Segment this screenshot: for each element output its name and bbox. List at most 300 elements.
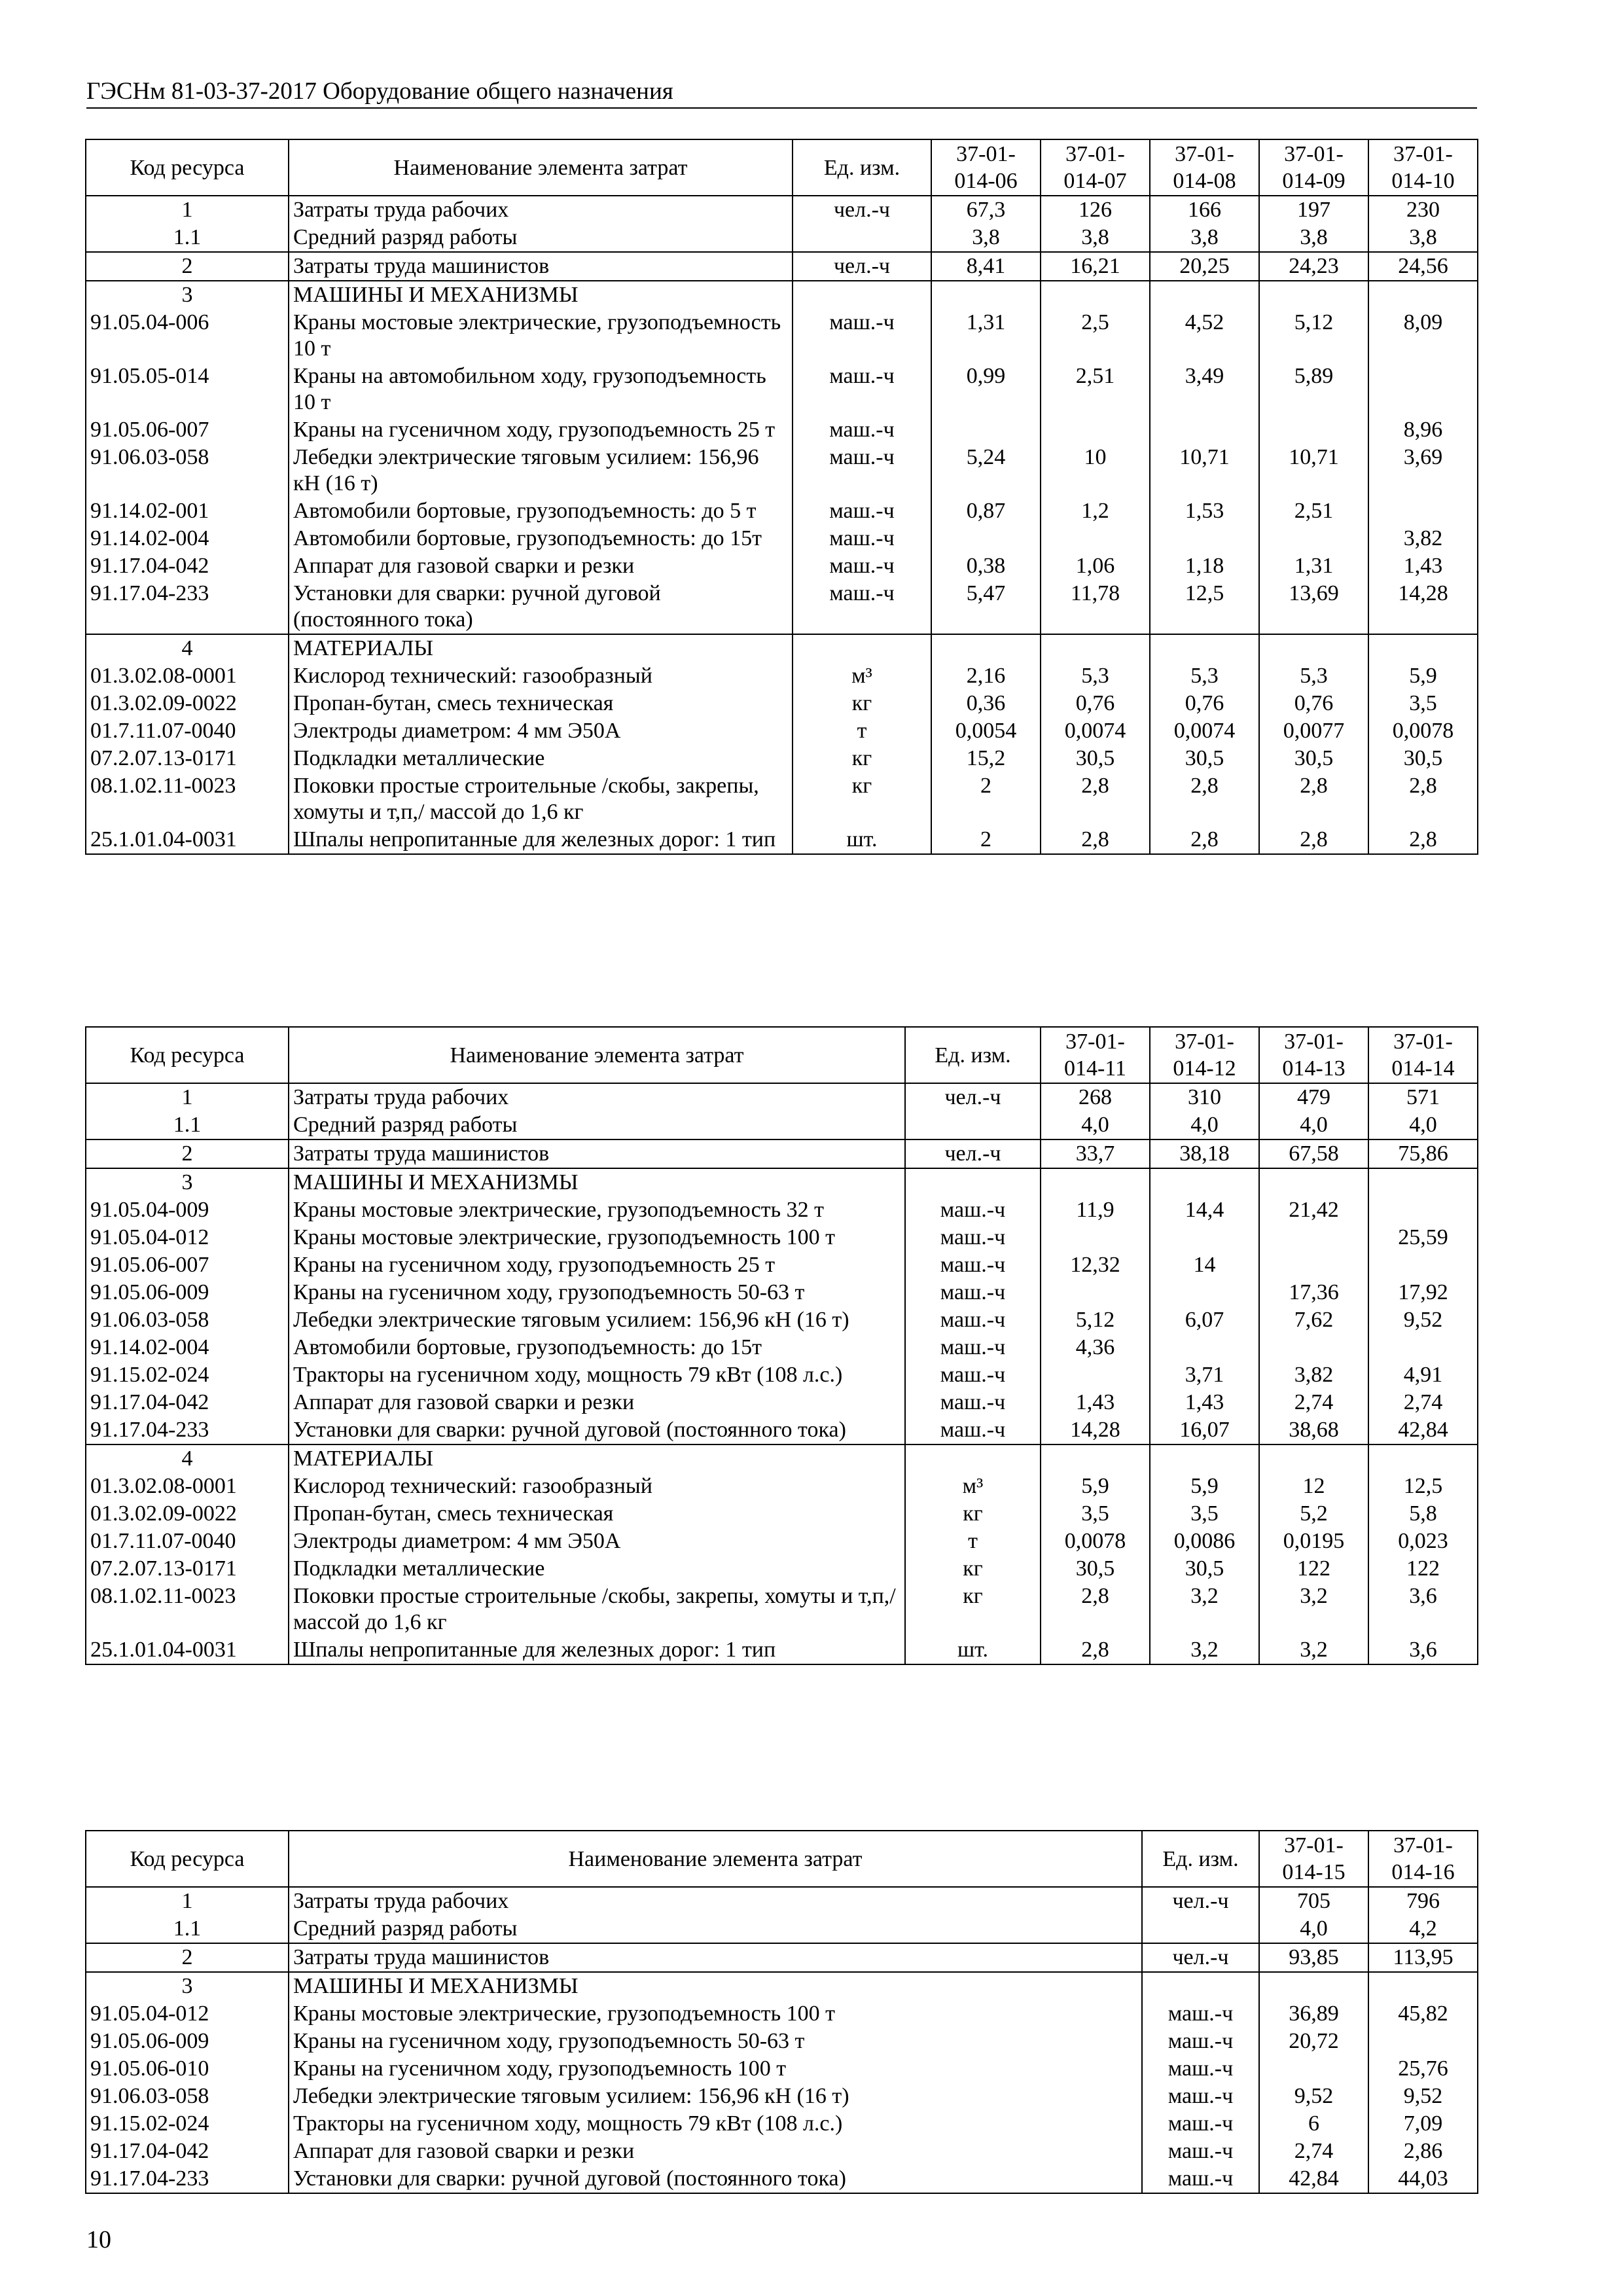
resource-value: [1041, 416, 1150, 444]
table-row: [86, 1500, 1478, 1528]
column-header-norm-code: 37-01- 014-15: [1259, 1831, 1368, 1887]
resource-value: 3,49: [1150, 363, 1259, 416]
resource-value: 0,76: [1150, 690, 1259, 717]
table-row: [86, 2055, 1478, 2083]
resource-value: 42,84: [1259, 2165, 1368, 2193]
resource-value: [931, 281, 1041, 309]
resource-value: 5,89: [1259, 363, 1368, 416]
column-header-code: Код ресурса: [86, 139, 289, 196]
resource-code: 91.05.06-009: [86, 2028, 289, 2055]
resource-name: Краны на гусеничном ходу, грузоподъемность 25 т: [289, 416, 793, 444]
resource-unit: кг: [905, 1555, 1041, 1583]
resource-name: Лебедки электрические тяговым усилием: 156,96 кН (16 т): [289, 2083, 1142, 2110]
resource-code: 91.05.04-006: [86, 309, 289, 363]
resource-value: 479: [1259, 1083, 1368, 1111]
table-row: [86, 1887, 1478, 1915]
resource-value: [1150, 1168, 1259, 1196]
resource-code: 91.17.04-042: [86, 552, 289, 580]
resource-code: 91.17.04-233: [86, 580, 289, 634]
resource-code: 91.14.02-004: [86, 525, 289, 552]
resource-name: МАТЕРИАЛЫ: [289, 634, 793, 662]
resource-value: 5,24: [931, 444, 1041, 497]
resource-value: 5,9: [1041, 1473, 1150, 1500]
resource-value: 24,23: [1259, 252, 1368, 281]
resource-value: 3,6: [1368, 1583, 1478, 1636]
resource-value: 0,0077: [1259, 717, 1368, 745]
resource-code: 91.05.06-010: [86, 2055, 289, 2083]
resource-value: 2,74: [1259, 2138, 1368, 2165]
resource-value: [1259, 1972, 1368, 2000]
resource-value: [1368, 1251, 1478, 1279]
table-row: [86, 1196, 1478, 1224]
resource-value: 33,7: [1041, 1139, 1150, 1168]
resource-name: Лебедки электрические тяговым усилием: 156,96 кН (16 т): [289, 444, 793, 497]
column-header-code: Код ресурса: [86, 1027, 289, 1083]
resource-code: 91.17.04-042: [86, 2138, 289, 2165]
resource-value: 3,5: [1368, 690, 1478, 717]
resource-value: [1259, 416, 1368, 444]
resource-name: Краны на гусеничном ходу, грузоподъемность 25 т: [289, 1251, 905, 1279]
resource-value: 30,5: [1150, 745, 1259, 772]
resource-value: 14,28: [1368, 580, 1478, 634]
resource-code: 07.2.07.13-0171: [86, 1555, 289, 1583]
resource-code: 3: [86, 281, 289, 309]
column-header-unit: Ед. изм.: [1142, 1831, 1259, 1887]
table-row: [86, 1915, 1478, 1943]
resource-value: [1041, 1168, 1150, 1196]
resource-value: 3,8: [1150, 224, 1259, 252]
table-row: [86, 662, 1478, 690]
resource-name: Кислород технический: газообразный: [289, 1473, 905, 1500]
table-header-row: [86, 1831, 1478, 1887]
resource-value: 0,38: [931, 552, 1041, 580]
resource-code: 2: [86, 1943, 289, 1972]
table-row: [86, 717, 1478, 745]
resource-unit: кг: [793, 772, 931, 826]
resource-value: 122: [1259, 1555, 1368, 1583]
resource-name: Подкладки металлические: [289, 745, 793, 772]
table-row: [86, 281, 1478, 309]
table-row: [86, 1251, 1478, 1279]
resource-value: [1259, 1334, 1368, 1361]
resource-unit: маш.-ч: [793, 580, 931, 634]
resource-value: 3,6: [1368, 1636, 1478, 1664]
resource-code: 07.2.07.13-0171: [86, 745, 289, 772]
resource-value: [1150, 634, 1259, 662]
resource-value: 10: [1041, 444, 1150, 497]
resource-name: Краны на автомобильном ходу, грузоподъемность 10 т: [289, 363, 793, 416]
resource-code: 2: [86, 252, 289, 281]
resource-value: 45,82: [1368, 2000, 1478, 2028]
table-row: [86, 2165, 1478, 2193]
resource-value: 3,8: [1368, 224, 1478, 252]
resource-value: [1150, 1444, 1259, 1473]
resource-value: 6,07: [1150, 1306, 1259, 1334]
resource-code: 91.17.04-233: [86, 2165, 289, 2193]
resource-value: 1,18: [1150, 552, 1259, 580]
resource-name: Электроды диаметром: 4 мм Э50А: [289, 1528, 905, 1555]
resource-value: [1150, 1334, 1259, 1361]
resource-unit: кг: [905, 1500, 1041, 1528]
resource-value: 7,62: [1259, 1306, 1368, 1334]
resource-code: 1.1: [86, 1111, 289, 1139]
resource-value: 0,76: [1259, 690, 1368, 717]
resource-value: 20,72: [1259, 2028, 1368, 2055]
resource-value: [931, 634, 1041, 662]
resource-unit: шт.: [793, 826, 931, 854]
resource-value: 0,0074: [1041, 717, 1150, 745]
resource-code: 91.14.02-004: [86, 1334, 289, 1361]
resource-value: 3,5: [1041, 1500, 1150, 1528]
resource-value: 93,85: [1259, 1943, 1368, 1972]
resource-code: 1.1: [86, 224, 289, 252]
resource-value: 5,12: [1259, 309, 1368, 363]
resource-value: [1259, 1444, 1368, 1473]
column-header-norm-code: 37-01- 014-13: [1259, 1027, 1368, 1083]
resource-value: 571: [1368, 1083, 1478, 1111]
resource-code: 91.06.03-058: [86, 1306, 289, 1334]
resource-value: [1259, 634, 1368, 662]
resource-value: 13,69: [1259, 580, 1368, 634]
resource-name: Аппарат для газовой сварки и резки: [289, 1389, 905, 1416]
table-row: [86, 1306, 1478, 1334]
resource-value: 5,9: [1368, 662, 1478, 690]
resource-unit: [1142, 1915, 1259, 1943]
resource-value: 30,5: [1259, 745, 1368, 772]
table-row: [86, 1444, 1478, 1473]
resource-value: [1368, 1444, 1478, 1473]
resource-code: 91.05.04-012: [86, 1224, 289, 1251]
resource-value: 2,74: [1259, 1389, 1368, 1416]
resource-table-3: [85, 1830, 1478, 2194]
resource-value: 1,31: [931, 309, 1041, 363]
resource-name: Автомобили бортовые, грузоподъемность: до 15т: [289, 525, 793, 552]
table-header-row: [86, 139, 1478, 196]
resource-value: 0,0078: [1041, 1528, 1150, 1555]
resource-name: Установки для сварки: ручной дуговой (постоянного тока): [289, 2165, 1142, 2193]
resource-name: Краны мостовые электрические, грузоподъемность 10 т: [289, 309, 793, 363]
table-row: [86, 363, 1478, 416]
resource-name: Поковки простые строительные /скобы, закрепы, хомуты и т,п,/ массой до 1,6 кг: [289, 772, 793, 826]
resource-unit: маш.-ч: [905, 1416, 1041, 1444]
table-row: [86, 416, 1478, 444]
resource-value: 126: [1041, 196, 1150, 224]
resource-unit: маш.-ч: [793, 416, 931, 444]
resource-code: 4: [86, 1444, 289, 1473]
resource-value: [1150, 281, 1259, 309]
resource-value: [1368, 281, 1478, 309]
resource-value: 0,0054: [931, 717, 1041, 745]
resource-code: 91.15.02-024: [86, 1361, 289, 1389]
resource-name: Краны мостовые электрические, грузоподъемность 32 т: [289, 1196, 905, 1224]
resource-value: 3,2: [1150, 1636, 1259, 1664]
resource-value: [1259, 1168, 1368, 1196]
resource-code: 01.7.11.07-0040: [86, 1528, 289, 1555]
resource-value: [1150, 1224, 1259, 1251]
resource-code: 08.1.02.11-0023: [86, 772, 289, 826]
resource-value: 3,8: [1259, 224, 1368, 252]
resource-name: Средний разряд работы: [289, 1915, 1142, 1943]
resource-name: Тракторы на гусеничном ходу, мощность 79 кВт (108 л.с.): [289, 2110, 1142, 2138]
resource-value: 2,86: [1368, 2138, 1478, 2165]
column-header-unit: Ед. изм.: [905, 1027, 1041, 1083]
resource-value: [1041, 634, 1150, 662]
resource-value: 6: [1259, 2110, 1368, 2138]
resource-code: 91.05.04-012: [86, 2000, 289, 2028]
resource-value: 11,9: [1041, 1196, 1150, 1224]
resource-value: 2,51: [1041, 363, 1150, 416]
resource-value: 0,0078: [1368, 717, 1478, 745]
resource-value: 2,74: [1368, 1389, 1478, 1416]
resource-code: 25.1.01.04-0031: [86, 1636, 289, 1664]
resource-code: 1: [86, 1083, 289, 1111]
resource-unit: маш.-ч: [1142, 2083, 1259, 2110]
resource-value: 8,09: [1368, 309, 1478, 363]
resource-value: 2: [931, 826, 1041, 854]
table-row: [86, 1139, 1478, 1168]
table-row: [86, 1473, 1478, 1500]
table-row: [86, 2028, 1478, 2055]
resource-value: 0,023: [1368, 1528, 1478, 1555]
resource-value: [1259, 1224, 1368, 1251]
resource-name: Шпалы непропитанные для железных дорог: 1 тип: [289, 1636, 905, 1664]
resource-unit: т: [905, 1528, 1041, 1555]
resource-unit: чел.-ч: [905, 1139, 1041, 1168]
resource-unit: м³: [793, 662, 931, 690]
resource-name: Тракторы на гусеничном ходу, мощность 79 кВт (108 л.с.): [289, 1361, 905, 1389]
resource-value: 4,0: [1259, 1915, 1368, 1943]
resource-value: 4,0: [1150, 1111, 1259, 1139]
resource-name: Краны на гусеничном ходу, грузоподъемность 50-63 т: [289, 2028, 1142, 2055]
resource-code: 91.05.06-007: [86, 416, 289, 444]
resource-value: 2,8: [1368, 772, 1478, 826]
column-header-norm-code: 37-01- 014-09: [1259, 139, 1368, 196]
resource-name: Кислород технический: газообразный: [289, 662, 793, 690]
resource-value: 20,25: [1150, 252, 1259, 281]
resource-code: 91.05.04-009: [86, 1196, 289, 1224]
resource-value: [1150, 1279, 1259, 1306]
resource-code: 1.1: [86, 1915, 289, 1943]
resource-value: 268: [1041, 1083, 1150, 1111]
table-row: [86, 1111, 1478, 1139]
resource-value: 4,2: [1368, 1915, 1478, 1943]
resource-code: 2: [86, 1139, 289, 1168]
resource-value: 17,92: [1368, 1279, 1478, 1306]
resource-code: 08.1.02.11-0023: [86, 1583, 289, 1636]
resource-value: 11,78: [1041, 580, 1150, 634]
column-header-norm-code: 37-01- 014-12: [1150, 1027, 1259, 1083]
resource-value: 36,89: [1259, 2000, 1368, 2028]
table-row: [86, 252, 1478, 281]
resource-value: 1,06: [1041, 552, 1150, 580]
resource-unit: т: [793, 717, 931, 745]
resource-value: [1368, 363, 1478, 416]
resource-name: Средний разряд работы: [289, 224, 793, 252]
resource-value: 113,95: [1368, 1943, 1478, 1972]
resource-unit: [905, 1444, 1041, 1473]
resource-unit: шт.: [905, 1636, 1041, 1664]
resource-code: 4: [86, 634, 289, 662]
resource-name: Затраты труда машинистов: [289, 1943, 1142, 1972]
table-row: [86, 1389, 1478, 1416]
resource-unit: маш.-ч: [1142, 2110, 1259, 2138]
resource-value: 2: [931, 772, 1041, 826]
resource-value: 12,5: [1150, 580, 1259, 634]
resource-value: 2,8: [1150, 826, 1259, 854]
resource-name: Аппарат для газовой сварки и резки: [289, 2138, 1142, 2165]
resource-value: 21,42: [1259, 1196, 1368, 1224]
table-row: [86, 196, 1478, 224]
resource-code: 91.05.06-007: [86, 1251, 289, 1279]
resource-value: [1368, 497, 1478, 525]
resource-value: [1150, 416, 1259, 444]
resource-value: 5,2: [1259, 1500, 1368, 1528]
resource-name: Затраты труда рабочих: [289, 1887, 1142, 1915]
resource-code: 1: [86, 196, 289, 224]
column-header-unit: Ед. изм.: [793, 139, 931, 196]
resource-value: 1,43: [1368, 552, 1478, 580]
resource-value: 14: [1150, 1251, 1259, 1279]
resource-value: 2,8: [1259, 772, 1368, 826]
resource-value: 16,07: [1150, 1416, 1259, 1444]
resource-value: [1368, 1168, 1478, 1196]
resource-code: 91.06.03-058: [86, 444, 289, 497]
resource-value: 30,5: [1368, 745, 1478, 772]
resource-unit: маш.-ч: [1142, 2138, 1259, 2165]
table-row: [86, 826, 1478, 854]
table-row: [86, 745, 1478, 772]
table-header-row: [86, 1027, 1478, 1083]
resource-value: 9,52: [1368, 2083, 1478, 2110]
resource-value: 9,52: [1259, 2083, 1368, 2110]
resource-name: Аппарат для газовой сварки и резки: [289, 552, 793, 580]
resource-table-1: [85, 139, 1478, 855]
resource-name: Установки для сварки: ручной дуговой (постоянного тока): [289, 580, 793, 634]
resource-value: 197: [1259, 196, 1368, 224]
resource-value: 16,21: [1041, 252, 1150, 281]
resource-value: 67,3: [931, 196, 1041, 224]
column-header-code: Код ресурса: [86, 1831, 289, 1887]
resource-value: 5,8: [1368, 1500, 1478, 1528]
resource-value: 42,84: [1368, 1416, 1478, 1444]
resource-value: 166: [1150, 196, 1259, 224]
resource-value: 0,0195: [1259, 1528, 1368, 1555]
resource-value: [1041, 1279, 1150, 1306]
resource-name: Затраты труда машинистов: [289, 1139, 905, 1168]
resource-value: 4,0: [1368, 1111, 1478, 1139]
column-header-norm-code: 37-01- 014-08: [1150, 139, 1259, 196]
resource-code: 91.17.04-233: [86, 1416, 289, 1444]
resource-unit: маш.-ч: [905, 1196, 1041, 1224]
resource-value: 122: [1368, 1555, 1478, 1583]
resource-value: 0,0086: [1150, 1528, 1259, 1555]
resource-unit: маш.-ч: [793, 525, 931, 552]
table-row: [86, 552, 1478, 580]
resource-code: 91.05.05-014: [86, 363, 289, 416]
resource-unit: чел.-ч: [1142, 1943, 1259, 1972]
resource-value: 4,52: [1150, 309, 1259, 363]
resource-name: Автомобили бортовые, грузоподъемность: до 5 т: [289, 497, 793, 525]
table-row: [86, 634, 1478, 662]
resource-unit: маш.-ч: [793, 552, 931, 580]
table-row: [86, 1528, 1478, 1555]
resource-value: 2,8: [1150, 772, 1259, 826]
resource-value: 3,5: [1150, 1500, 1259, 1528]
resource-value: 12: [1259, 1473, 1368, 1500]
resource-value: 3,82: [1368, 525, 1478, 552]
resource-value: 3,2: [1259, 1636, 1368, 1664]
resource-value: 4,36: [1041, 1334, 1150, 1361]
resource-value: 15,2: [931, 745, 1041, 772]
resource-name: МАШИНЫ И МЕХАНИЗМЫ: [289, 1168, 905, 1196]
resource-value: 3,71: [1150, 1361, 1259, 1389]
resource-value: [1259, 1251, 1368, 1279]
table-row: [86, 2110, 1478, 2138]
resource-code: 01.3.02.08-0001: [86, 1473, 289, 1500]
resource-name: МАТЕРИАЛЫ: [289, 1444, 905, 1473]
table-row: [86, 1224, 1478, 1251]
resource-value: 3,2: [1259, 1583, 1368, 1636]
resource-value: [931, 525, 1041, 552]
resource-value: 1,31: [1259, 552, 1368, 580]
resource-name: Затраты труда рабочих: [289, 196, 793, 224]
resource-unit: маш.-ч: [793, 363, 931, 416]
resource-value: 1,53: [1150, 497, 1259, 525]
resource-value: 4,0: [1041, 1111, 1150, 1139]
resource-value: 30,5: [1150, 1555, 1259, 1583]
resource-value: 12,32: [1041, 1251, 1150, 1279]
resource-value: 67,58: [1259, 1139, 1368, 1168]
resource-value: 0,0074: [1150, 717, 1259, 745]
resource-unit: маш.-ч: [1142, 2000, 1259, 2028]
resource-value: [1368, 1334, 1478, 1361]
column-header-norm-code: 37-01- 014-14: [1368, 1027, 1478, 1083]
resource-value: 14,4: [1150, 1196, 1259, 1224]
resource-value: [1041, 1224, 1150, 1251]
resource-value: 2,8: [1041, 1583, 1150, 1636]
resource-code: 1: [86, 1887, 289, 1915]
table-row: [86, 1083, 1478, 1111]
resource-unit: чел.-ч: [1142, 1887, 1259, 1915]
resource-name: Поковки простые строительные /скобы, закрепы, хомуты и т,п,/ массой до 1,6 кг: [289, 1583, 905, 1636]
resource-unit: [793, 634, 931, 662]
resource-value: 2,8: [1368, 826, 1478, 854]
resource-unit: чел.-ч: [793, 196, 931, 224]
column-header-name: Наименование элемента затрат: [289, 1831, 1142, 1887]
table-row: [86, 1943, 1478, 1972]
resource-value: 44,03: [1368, 2165, 1478, 2193]
resource-unit: маш.-ч: [905, 1224, 1041, 1251]
column-header-name: Наименование элемента затрат: [289, 139, 793, 196]
resource-unit: м³: [905, 1473, 1041, 1500]
column-header-norm-code: 37-01- 014-06: [931, 139, 1041, 196]
resource-unit: [905, 1111, 1041, 1139]
resource-unit: маш.-ч: [793, 497, 931, 525]
resource-code: 91.17.04-042: [86, 1389, 289, 1416]
resource-value: 75,86: [1368, 1139, 1478, 1168]
resource-name: Краны на гусеничном ходу, грузоподъемность 50-63 т: [289, 1279, 905, 1306]
resource-value: 30,5: [1041, 1555, 1150, 1583]
resource-name: Установки для сварки: ручной дуговой (постоянного тока): [289, 1416, 905, 1444]
resource-unit: [793, 281, 931, 309]
column-header-name: Наименование элемента затрат: [289, 1027, 905, 1083]
table-row: [86, 1334, 1478, 1361]
resource-name: Подкладки металлические: [289, 1555, 905, 1583]
resource-value: 3,69: [1368, 444, 1478, 497]
resource-value: 705: [1259, 1887, 1368, 1915]
resource-unit: кг: [793, 745, 931, 772]
resource-value: 4,0: [1259, 1111, 1368, 1139]
